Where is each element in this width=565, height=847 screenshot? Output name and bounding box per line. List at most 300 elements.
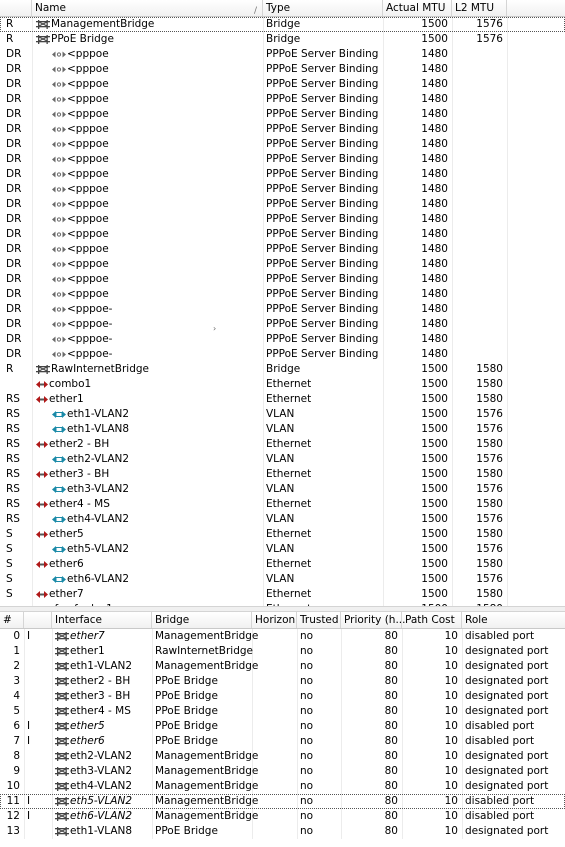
interface-type: PPPoE Server Binding	[266, 63, 379, 75]
pppoe-icon	[52, 288, 67, 300]
vlan-icon	[52, 513, 67, 525]
interface-name: ether5	[49, 528, 84, 540]
port-flag	[27, 644, 51, 659]
port-role: designated port	[465, 825, 549, 837]
actual-mtu: 1480	[421, 63, 448, 75]
l2-mtu	[452, 152, 507, 167]
ether-icon	[36, 528, 49, 540]
interface-name-cell	[36, 527, 259, 542]
port-bridge: PPoE Bridge	[155, 705, 218, 717]
pppoe-icon	[52, 243, 67, 255]
interface-row[interactable]	[0, 512, 565, 527]
interface-flags: DR	[6, 138, 22, 150]
col-trusted[interactable]	[297, 612, 341, 628]
port-flag	[27, 749, 51, 764]
l2-mtu	[452, 92, 507, 107]
ether-icon	[36, 438, 49, 450]
bridge-port-row[interactable]	[0, 629, 565, 644]
port-priority: 80	[384, 750, 398, 762]
bridge-port-icon	[55, 705, 70, 717]
interface-name: eth1-VLAN2	[67, 408, 130, 420]
interface-name-cell	[52, 287, 259, 302]
bridge-port-row[interactable]	[0, 674, 565, 689]
pppoe-icon	[52, 228, 67, 240]
interface-row[interactable]	[0, 107, 565, 122]
col-port-flags[interactable]	[24, 612, 52, 628]
interface-name: <pppoe	[67, 93, 109, 105]
actual-mtu: 1500	[421, 423, 448, 435]
interface-name: <pppoe	[67, 63, 109, 75]
port-priority: 80	[384, 720, 398, 732]
interface-name: <pppoe	[67, 198, 109, 210]
bridge-port-icon	[55, 690, 70, 702]
interface-type: VLAN	[266, 453, 295, 465]
interface-type: PPPoE Server Binding	[266, 153, 379, 165]
port-flag: I	[27, 795, 31, 807]
interface-name: eth1-VLAN8	[67, 423, 130, 435]
port-interface-cell	[55, 659, 151, 674]
interface-type: Ethernet	[266, 528, 312, 540]
interface-type: PPPoE Server Binding	[266, 48, 379, 60]
port-trusted: no	[300, 825, 314, 837]
l2-mtu: 1576	[476, 513, 503, 525]
interface-row[interactable]	[0, 152, 565, 167]
port-path-cost: 10	[444, 780, 458, 792]
interface-type: VLAN	[266, 573, 295, 585]
vlan-icon	[52, 573, 67, 585]
interface-row[interactable]	[0, 497, 565, 512]
port-index: 3	[13, 675, 20, 687]
port-index: 1	[13, 645, 20, 657]
port-flag: I	[27, 630, 31, 642]
port-index: 5	[13, 705, 20, 717]
interface-name: <pppoe	[67, 273, 109, 285]
actual-mtu: 1480	[421, 303, 448, 315]
interface-name-cell	[52, 302, 259, 317]
interface-row[interactable]	[0, 272, 565, 287]
l2-mtu	[452, 107, 507, 122]
interface-row[interactable]	[0, 212, 565, 227]
l2-mtu	[452, 182, 507, 197]
port-interface: ether1	[70, 645, 105, 657]
interface-type: PPPoE Server Binding	[266, 318, 379, 330]
col-trusted-label: Trusted	[300, 614, 339, 626]
interface-type: PPPoE Server Binding	[266, 303, 379, 315]
interface-name: ether4 - MS	[49, 498, 110, 510]
bridge-port-row[interactable]	[0, 689, 565, 704]
port-interface-cell	[55, 734, 151, 749]
port-horizon	[255, 764, 296, 779]
l2-mtu	[452, 347, 507, 362]
interface-row[interactable]	[0, 92, 565, 107]
pppoe-icon	[52, 303, 67, 315]
bridge-port-icon	[55, 825, 70, 837]
actual-mtu: 1480	[421, 138, 448, 150]
l2-mtu: 1576	[476, 423, 503, 435]
interface-name: <pppoe	[67, 108, 109, 120]
actual-mtu: 1480	[421, 318, 448, 330]
port-interface-cell	[55, 644, 151, 659]
actual-mtu: 1500	[421, 498, 448, 510]
interface-name: ether3 - BH	[49, 468, 110, 480]
interface-flags: DR	[6, 213, 22, 225]
port-interface: eth1-VLAN8	[70, 825, 133, 837]
interface-row[interactable]	[0, 242, 565, 257]
port-role: designated port	[465, 675, 549, 687]
bridge-port-icon	[55, 630, 70, 642]
actual-mtu: 1480	[421, 333, 448, 345]
interface-name-cell	[52, 317, 259, 332]
interface-row[interactable]	[0, 482, 565, 497]
port-interface: eth5-VLAN2	[70, 795, 133, 807]
interface-row[interactable]	[0, 302, 565, 317]
interface-flags: DR	[6, 183, 22, 195]
vlan-icon	[52, 483, 67, 495]
bridge-port-row[interactable]	[0, 704, 565, 719]
bridge-port-row[interactable]	[0, 809, 565, 824]
interface-type: PPPoE Server Binding	[266, 273, 379, 285]
col-name[interactable]	[32, 0, 263, 16]
interface-name: ether6	[49, 558, 84, 570]
interface-name: <pppoe-	[67, 318, 113, 330]
port-horizon	[255, 704, 296, 719]
pppoe-icon	[52, 123, 67, 135]
col-type[interactable]	[263, 0, 383, 16]
col-horizon[interactable]	[252, 612, 297, 628]
interface-row[interactable]	[0, 77, 565, 92]
interface-type: Ethernet	[266, 393, 312, 405]
col-more[interactable]	[507, 0, 565, 16]
actual-mtu: 1480	[421, 228, 448, 240]
col-index[interactable]	[0, 612, 24, 628]
col-type-label: Type	[266, 2, 291, 14]
col-horizon-label: Horizon	[255, 614, 296, 626]
port-role: designated port	[465, 690, 549, 702]
bridge-port-row[interactable]	[0, 734, 565, 749]
l2-mtu	[452, 122, 507, 137]
interface-name-cell	[52, 77, 259, 92]
interface-name: PPoE Bridge	[51, 33, 114, 45]
port-index: 7	[13, 735, 20, 747]
port-flag	[27, 659, 51, 674]
interface-name: <pppoe-	[67, 303, 113, 315]
port-path-cost: 10	[444, 675, 458, 687]
interface-name-cell	[52, 62, 259, 77]
port-horizon	[255, 689, 296, 704]
actual-mtu: 1480	[421, 123, 448, 135]
l2-mtu	[452, 287, 507, 302]
pppoe-icon	[52, 258, 67, 270]
interface-name-cell	[52, 242, 259, 257]
interface-row[interactable]	[0, 317, 565, 332]
col-flags[interactable]	[0, 0, 32, 16]
interface-name: eth6-VLAN2	[67, 573, 130, 585]
actual-mtu: 1500	[421, 408, 448, 420]
bridge-port-icon	[55, 750, 70, 762]
actual-mtu: 1500	[421, 543, 448, 555]
interface-flags: DR	[6, 78, 22, 90]
interface-type: PPPoE Server Binding	[266, 213, 379, 225]
interface-flags: R	[6, 18, 14, 30]
port-interface: ether7	[70, 630, 105, 642]
interface-name: ether7	[49, 588, 84, 600]
port-interface-cell	[55, 809, 151, 824]
interface-row[interactable]	[0, 467, 565, 482]
col-priority[interactable]	[341, 612, 406, 628]
bridge-port-row[interactable]	[0, 779, 565, 794]
interface-flags: DR	[6, 333, 22, 345]
actual-mtu: 1500	[421, 573, 448, 585]
interface-flags: RS	[6, 393, 20, 405]
interface-flags: RS	[6, 408, 20, 420]
port-bridge: ManagementBridge	[155, 660, 259, 672]
interface-row[interactable]	[0, 437, 565, 452]
interface-flags: DR	[6, 48, 22, 60]
interface-type: Ethernet	[266, 438, 312, 450]
bridge-port-row[interactable]	[0, 764, 565, 779]
interface-row[interactable]	[0, 32, 565, 47]
interface-row[interactable]	[0, 227, 565, 242]
port-bridge: PPoE Bridge	[155, 720, 218, 732]
col-interface[interactable]	[52, 612, 152, 628]
actual-mtu: 1500	[421, 468, 448, 480]
interface-row[interactable]	[0, 542, 565, 557]
actual-mtu: 1500	[421, 18, 448, 30]
bridge-port-row[interactable]	[0, 824, 565, 839]
l2-mtu: 1576	[476, 408, 503, 420]
port-path-cost: 10	[444, 750, 458, 762]
interface-flags: RS	[6, 498, 20, 510]
interface-flags: DR	[6, 318, 22, 330]
port-horizon	[255, 644, 296, 659]
port-flag: I	[27, 735, 31, 747]
bridge-port-icon	[55, 735, 70, 747]
port-index: 6	[13, 720, 20, 732]
port-path-cost: 10	[444, 660, 458, 672]
interface-flags: DR	[6, 63, 22, 75]
interface-row[interactable]	[0, 182, 565, 197]
interface-row[interactable]	[0, 557, 565, 572]
port-flag	[27, 824, 51, 839]
port-role: designated port	[465, 705, 549, 717]
interface-flags: RS	[6, 423, 20, 435]
port-interface-cell	[55, 824, 151, 839]
bridge-port-row[interactable]	[0, 659, 565, 674]
port-flag	[27, 779, 51, 794]
port-priority: 80	[384, 735, 398, 747]
col-index-label: #	[3, 614, 12, 626]
port-role: designated port	[465, 780, 549, 792]
interface-row[interactable]	[0, 407, 565, 422]
interface-name-cell	[36, 467, 259, 482]
col-l2-mtu[interactable]	[452, 0, 507, 16]
port-index: 8	[13, 750, 20, 762]
port-index: 10	[6, 780, 20, 792]
interface-row[interactable]	[0, 527, 565, 542]
bridge-icon	[36, 18, 51, 30]
l2-mtu	[452, 272, 507, 287]
col-bridge[interactable]	[152, 612, 252, 628]
bridge-ports-header	[0, 612, 565, 629]
l2-mtu: 1580	[476, 438, 503, 450]
port-flag: I	[27, 810, 31, 822]
actual-mtu: 1480	[421, 288, 448, 300]
interface-name: eth3-VLAN2	[67, 483, 130, 495]
port-interface: ether6	[70, 735, 105, 747]
pppoe-icon	[52, 273, 67, 285]
l2-mtu	[452, 212, 507, 227]
bridge-port-row[interactable]	[0, 749, 565, 764]
port-bridge: PPoE Bridge	[155, 690, 218, 702]
port-index: 12	[6, 810, 20, 822]
interface-list-header	[0, 0, 565, 17]
port-horizon	[255, 734, 296, 749]
port-trusted: no	[300, 795, 314, 807]
ether-icon	[36, 588, 49, 600]
interface-row[interactable]	[0, 287, 565, 302]
col-actual-mtu[interactable]	[383, 0, 452, 16]
port-flag	[27, 674, 51, 689]
interface-flags: DR	[6, 198, 22, 210]
pppoe-icon	[52, 78, 67, 90]
port-interface: eth1-VLAN2	[70, 660, 133, 672]
interface-row[interactable]	[0, 572, 565, 587]
port-flag	[27, 704, 51, 719]
port-priority: 80	[384, 705, 398, 717]
interface-flags: RS	[6, 438, 20, 450]
interface-type: PPPoE Server Binding	[266, 243, 379, 255]
interface-row[interactable]	[0, 47, 565, 62]
port-interface-cell	[55, 629, 151, 644]
interface-type: Ethernet	[266, 378, 312, 390]
bridge-icon	[36, 33, 51, 45]
port-trusted: no	[300, 720, 314, 732]
interface-name: <pppoe	[67, 243, 109, 255]
port-bridge: PPoE Bridge	[155, 825, 218, 837]
interface-flags: RS	[6, 468, 20, 480]
interface-type: PPPoE Server Binding	[266, 183, 379, 195]
bridge-port-row[interactable]	[0, 644, 565, 659]
port-path-cost: 10	[444, 765, 458, 777]
interface-row[interactable]	[0, 62, 565, 77]
port-horizon	[255, 749, 296, 764]
interface-type: PPPoE Server Binding	[266, 333, 379, 345]
interface-flags: S	[6, 588, 13, 600]
interface-flags: S	[6, 573, 13, 585]
port-interface: eth6-VLAN2	[70, 810, 133, 822]
interface-name: eth2-VLAN2	[67, 453, 130, 465]
interface-row[interactable]	[0, 122, 565, 137]
bridge-port-icon	[55, 780, 70, 792]
port-bridge: ManagementBridge	[155, 780, 259, 792]
interface-name-cell	[52, 512, 259, 527]
interface-flags: DR	[6, 123, 22, 135]
bridge-port-icon	[55, 765, 70, 777]
port-trusted: no	[300, 810, 314, 822]
interface-name-cell	[52, 212, 259, 227]
l2-mtu	[452, 227, 507, 242]
interface-name: <pppoe	[67, 168, 109, 180]
interface-row[interactable]	[0, 17, 565, 32]
bridge-port-row[interactable]	[0, 794, 565, 809]
interface-row[interactable]	[0, 362, 565, 377]
port-horizon	[255, 809, 296, 824]
port-priority: 80	[384, 660, 398, 672]
interface-name: <pppoe	[67, 258, 109, 270]
pppoe-icon	[52, 348, 67, 360]
interface-type: PPPoE Server Binding	[266, 138, 379, 150]
interface-name-cell	[52, 422, 259, 437]
port-priority: 80	[384, 630, 398, 642]
actual-mtu: 1500	[421, 558, 448, 570]
interface-row[interactable]	[0, 347, 565, 362]
interface-type: PPPoE Server Binding	[266, 78, 379, 90]
l2-mtu: 1580	[476, 498, 503, 510]
port-priority: 80	[384, 690, 398, 702]
interface-row[interactable]	[0, 167, 565, 182]
actual-mtu: 1480	[421, 78, 448, 90]
port-interface: ether4 - MS	[70, 705, 131, 717]
port-horizon	[255, 779, 296, 794]
interface-name: <pppoe	[67, 153, 109, 165]
interface-type: PPPoE Server Binding	[266, 198, 379, 210]
pppoe-icon	[52, 108, 67, 120]
col-actual-mtu-label: Actual MTU	[386, 2, 446, 14]
pppoe-icon	[52, 198, 67, 210]
port-horizon	[255, 794, 296, 809]
interface-name-cell	[52, 47, 259, 62]
interface-row[interactable]	[0, 197, 565, 212]
port-index: 11	[6, 795, 20, 807]
interface-row[interactable]	[0, 452, 565, 467]
col-path-cost-label: Path Cost	[405, 614, 455, 626]
interface-flags: R	[6, 33, 14, 45]
interface-name-cell	[52, 482, 259, 497]
col-role[interactable]	[462, 612, 565, 628]
interface-type: PPPoE Server Binding	[266, 258, 379, 270]
l2-mtu: 1580	[476, 588, 503, 600]
interface-row[interactable]	[0, 587, 565, 602]
port-interface: ether3 - BH	[70, 690, 131, 702]
interface-row[interactable]	[0, 377, 565, 392]
interface-name-cell	[52, 197, 259, 212]
vlan-icon	[52, 423, 67, 435]
bridge-port-row[interactable]	[0, 719, 565, 734]
port-priority: 80	[384, 795, 398, 807]
interface-row[interactable]	[0, 332, 565, 347]
interface-name-cell	[52, 92, 259, 107]
interface-name-cell	[52, 122, 259, 137]
interface-type: Ethernet	[266, 468, 312, 480]
port-horizon	[255, 824, 296, 839]
col-path-cost[interactable]	[402, 612, 462, 628]
port-role: disabled port	[465, 630, 535, 642]
interface-row[interactable]	[0, 422, 565, 437]
interface-row[interactable]	[0, 137, 565, 152]
interface-row[interactable]	[0, 257, 565, 272]
interface-row[interactable]	[0, 392, 565, 407]
interface-name-cell	[52, 182, 259, 197]
bridge-port-icon	[55, 810, 70, 822]
interface-name: ManagementBridge	[51, 18, 155, 30]
interface-flags: S	[6, 543, 13, 555]
port-trusted: no	[300, 750, 314, 762]
port-path-cost: 10	[444, 705, 458, 717]
interface-type: VLAN	[266, 408, 295, 420]
port-interface-cell	[55, 749, 151, 764]
port-priority: 80	[384, 810, 398, 822]
interface-name-cell	[36, 17, 259, 32]
